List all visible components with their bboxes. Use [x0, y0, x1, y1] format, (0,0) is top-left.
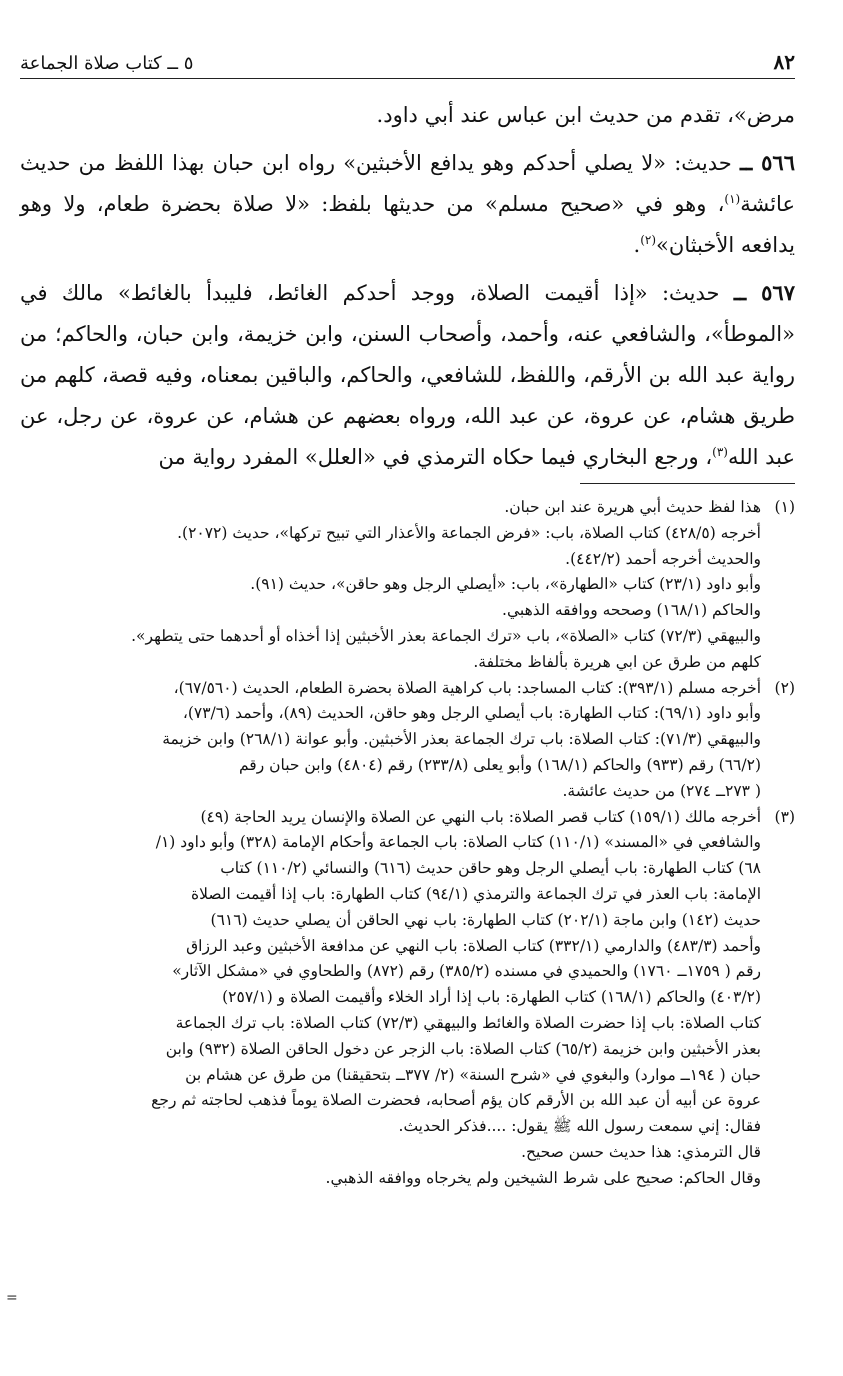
footnote-number: (٢): [774, 678, 795, 697]
margin-mark: =: [6, 1290, 18, 1306]
footnote-line: كلهم من طرق عن ابي هريرة بألفاظ مختلفة.: [473, 652, 761, 671]
footnote-line: وأحمد (٤٨٣/٣) والدارمي (٣٣٢/١) كتاب الصلاة: باب النهي عن مدافعة الأخبثين وعبد الرزاق: [186, 936, 761, 955]
hadith-text-end: .: [633, 233, 641, 257]
footnote-ref[interactable]: (١): [724, 192, 741, 206]
main-text: [20, 95, 795, 484]
hadith-566: [20, 142, 795, 266]
hadith-text-cont: ، ورجع البخاري فيما حكاه الترمذي في «العلل» المفرد رواية من: [158, 445, 713, 469]
footnote-line: الإمامة: باب العذر في ترك الجماعة والترمذي (٩٤/١) كتاب الطهارة: باب إذا أقيمت الصلاة: [190, 884, 761, 903]
paragraph-text: مرض»، تقدم من حديث ابن عباس عند أبي داود.: [376, 103, 795, 127]
footnote-line: ٦٨) كتاب الطهارة: باب أيصلي الرجل وهو حاقن حديث (٦١٦) والنسائي (١١٠/٢) كتاب: [220, 859, 761, 878]
footnote-line: بعذر الأخبثين وابن خزيمة (٦٥/٢) كتاب الصلاة: باب الزجر عن دخول الحاقن الصلاة (٩٣٢) وابن: [165, 1039, 761, 1058]
footnote-line: (٤٠٣/٢) والحاكم (١٦٨/١) كتاب الطهارة: باب إذا أراد الخلاء وأقيمت الصلاة و (٢٥٧/١): [222, 988, 761, 1007]
running-title: ٥ ــ كتاب صلاة الجماعة: [20, 53, 194, 74]
footnote-body: [20, 495, 761, 676]
footnote-line: أخرجه (٤٢٨/٥) كتاب الصلاة، باب: «فرض الجماعة والأعذار التي تبيح تركها»، حديث (٢٠٧٢).: [177, 523, 761, 542]
footnote-number: (٣): [774, 807, 795, 826]
footnote-line: عروة عن أبيه أن عبد الله بن الأرقم كان يؤم أصحابه، فحضرت الصلاة يوماً فذهب لحاجته ثم رجع: [151, 1091, 761, 1110]
footnote-line: أخرجه مالك (١٥٩/١) كتاب قصر الصلاة: باب النهي عن الصلاة والإنسان يريد الحاجة (٤٩): [200, 807, 761, 826]
footnote-line: والبيهقي (٧٢/٣) كتاب «الصلاة»، باب «ترك الجماعة بعذر الأخبثين إذا أخذاه أو أحدهما حتى يتطهر».: [131, 626, 761, 645]
footnote-line: حبان ( ١٩٤ــ موارد) والبغوي في «شرح السنة» (٢/ ٣٧٧ــ بتحقيقنا) من طرق عن هشام بن: [185, 1065, 761, 1084]
footnote-separator: [580, 483, 795, 484]
footnote-1: [20, 495, 795, 676]
footnote-line: وأبو داود (٦٩/١): كتاب الطهارة: باب أيصلي الرجل وهو حاقن، الحديث (٨٩)، وأحمد (٧٣/٦)،: [182, 704, 761, 723]
footnote-line: حديث (١٤٢) وابن ماجة (٢٠٢/١) كتاب الطهارة: باب نهي الحاقن أن يصلي حديث (٦١٦): [210, 910, 761, 929]
footnote-line: فقال: إني سمعت رسول الله ﷺ يقول: ....فذكر الحديث.: [398, 1117, 761, 1136]
footnote-line: رقم ( ١٧٥٩ــ ١٧٦٠) والحميدي في مسنده (٣٨٥/٢) رقم (٨٧٢) والطحاوي في «مشكل الآثار»: [172, 962, 761, 981]
footnote-line: والبيهقي (٧١/٣): كتاب الصلاة: باب ترك الجماعة بعذر الأخبثين. وأبو عوانة (٢٦٨/١) وابن خزيمة: [162, 730, 761, 749]
hadith-number: ٥٦٧ ــ: [733, 280, 795, 305]
footnote-line: والحاكم (١٦٨/١) وصححه ووافقه الذهبي.: [502, 601, 761, 620]
footnote-line: كتاب الصلاة: باب إذا حضرت الصلاة والغائط والبيهقي (٧٢/٣) كتاب الصلاة: باب ترك الجماعة: [175, 1013, 761, 1032]
hadith-text: حديث: «إذا أقيمت الصلاة، ووجد أحدكم الغائط، فليبدأ بالغائط» مالك في «الموطأ»، والشافعي عنه، وأحمد، وأصحاب السنن، وابن خزيمة، وابن حبان، والحاكم؛ من رواية عبد الله بن الأرقم، واللفظ، للشافعي، والحاكم، والباقين بمعناه، وفيه قصة، كلهم من طريق هشام، عن عروة، عن عبد الله، ورواه بعضهم عن هشام، عن عروة، عن رجل، عن عبد الله: [20, 281, 795, 469]
paragraph-intro: [20, 95, 795, 136]
footnote-line: وقال الحاكم: صحيح على شرط الشيخين ولم يخرجاه ووافقه الذهبي.: [325, 1168, 761, 1187]
book-page: [20, 0, 795, 1376]
footnote-line: والشافعي في «المسند» (١١٠/١) كتاب الصلاة: باب الجماعة وأحكام الإمامة (٣٢٨) وأبو داود (١/: [155, 833, 761, 852]
footnote-line: أخرجه مسلم (٣٩٣/١): كتاب المساجد: باب كراهية الصلاة بحضرة الطعام، الحديث (٦٧/٥٦٠)،: [173, 678, 761, 697]
hadith-text-cont: ، وهو في «صحيح مسلم» من حديثها بلفظ: «لا صلاة بحضرة طعام، ولا وهو يدافعه الأخبثان»: [20, 192, 795, 257]
footnote-line: هذا لفظ حديث أبي هريرة عند ابن حبان.: [504, 498, 761, 516]
footnote-line: (٦٦/٢) رقم (٩٣٣) والحاكم (١٦٨/١) وأبو يعلى (٢٣٣/٨) رقم (٤٨٠٤) وابن حبان رقم: [238, 755, 761, 774]
footnote-ref[interactable]: (٢): [640, 233, 657, 247]
footnote-body: [20, 805, 761, 1192]
footnote-line: والحديث أخرجه أحمد (٤٤٢/٢).: [565, 549, 761, 568]
hadith-number: ٥٦٦ ــ: [740, 150, 795, 175]
footnote-ref[interactable]: (٣): [712, 445, 728, 459]
footnote-3: [20, 805, 795, 1192]
hadith-567: [20, 272, 795, 478]
footnote-body: [20, 676, 761, 805]
footnote-line: ( ٢٧٣ــ ٢٧٤) من حديث عائشة.: [562, 781, 761, 800]
page-header: [20, 40, 795, 79]
hadith-text: حديث: «لا يصلي أحدكم وهو يدافع الأخبثين» رواه ابن حبان بهذا اللفظ من حديث عائشة: [20, 151, 795, 216]
page-number: ٨٢: [773, 50, 795, 74]
footnote-line: قال الترمذي: هذا حديث حسن صحيح.: [521, 1142, 761, 1161]
footnote-number: (١): [774, 498, 795, 516]
footnote-2: [20, 676, 795, 805]
footnote-line: وأبو داود (٢٣/١) كتاب «الطهارة»، باب: «أيصلي الرجل وهو حاقن»، حديث (٩١).: [250, 575, 761, 594]
footnotes: [20, 495, 795, 1192]
